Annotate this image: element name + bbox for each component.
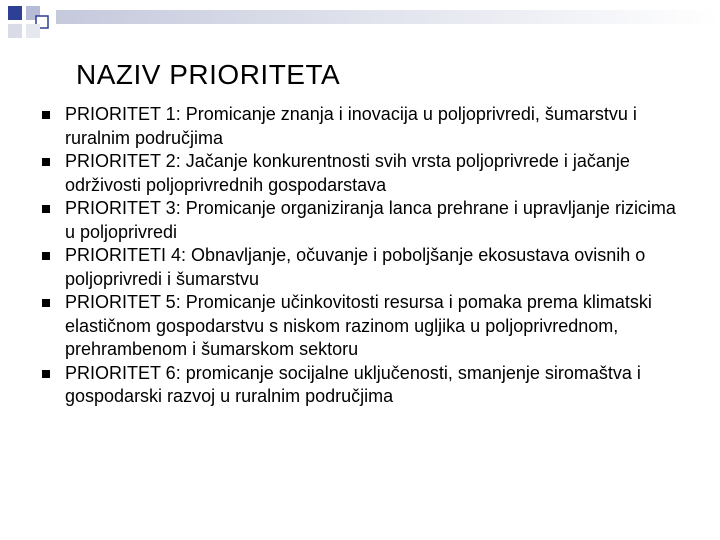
bullet-icon <box>42 252 50 260</box>
priority-label: PRIORITET 1 <box>65 104 176 124</box>
bullet-icon <box>42 370 50 378</box>
slide-title: NAZIV PRIORITETA <box>76 59 341 90</box>
decor-square-dark <box>8 6 22 20</box>
priority-label: PRIORITET 2 <box>65 151 176 171</box>
bullet-icon <box>42 111 50 119</box>
list-item <box>40 197 680 244</box>
priority-list <box>40 103 680 409</box>
decor-square-light <box>8 24 22 38</box>
priority-text: : Obnavljanje, očuvanje i poboljšanje ekosustava ovisnih o poljoprivredi i šumarstvu <box>65 245 646 289</box>
list-item <box>40 291 680 362</box>
bullet-icon <box>42 205 50 213</box>
priority-text: : Promicanje znanja i inovacija u poljoprivredi, šumarstvu i ruralnim područjima <box>65 104 637 148</box>
priority-text: promicanje socijalne uključenosti, smanjenje siromaštva i gospodarski razvoj u ruralnim područjima <box>65 362 641 406</box>
header-decoration <box>0 0 720 50</box>
priority-label: PRIORITET 6: <box>65 362 181 383</box>
decor-gradient-band <box>56 10 720 24</box>
list-item <box>40 103 680 150</box>
bullet-icon <box>42 158 50 166</box>
list-item <box>40 362 680 409</box>
priority-text: : Promicanje učinkovitosti resursa i pomaka prema klimatski elastičnom gospodarstvu s niskom razinom ugljika u poljoprivrednom, prehrambenom i šumarskom sektoru <box>65 292 652 359</box>
priority-label: PRIORITETI 4 <box>65 245 182 265</box>
priority-label: PRIORITET 3: <box>65 198 181 218</box>
priority-text: Promicanje organiziranja lanca prehrane i upravljanje rizicima u poljoprivredi <box>65 198 676 242</box>
list-item <box>40 150 680 197</box>
list-item <box>40 244 680 291</box>
priority-text: : Jačanje konkurentnosti svih vrsta poljoprivrede i jačanje održivosti poljoprivrednih gospodarstava <box>65 151 630 195</box>
bullet-icon <box>42 299 50 307</box>
decor-square-light-2 <box>26 24 40 38</box>
priority-label: PRIORITET 5 <box>65 292 176 312</box>
